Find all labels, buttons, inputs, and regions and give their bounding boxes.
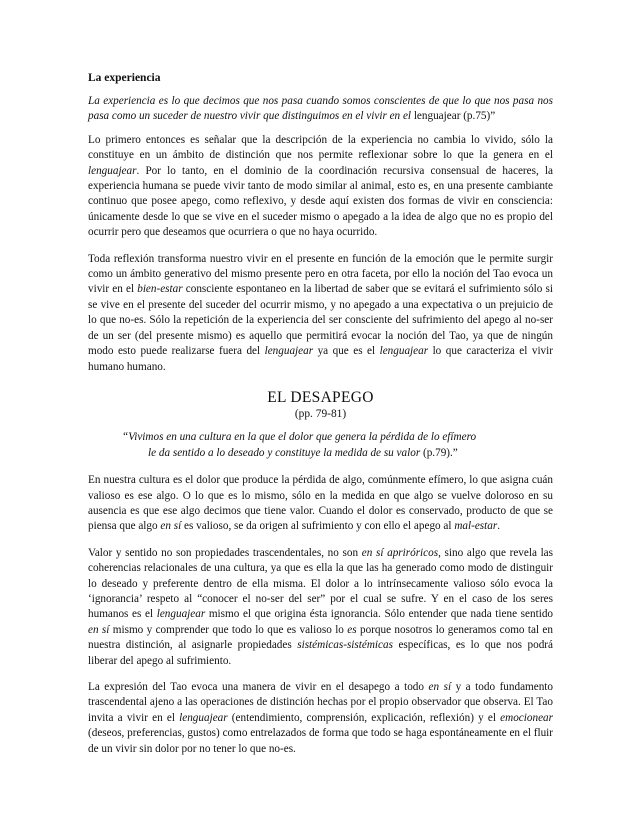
text: porque nosotros lo generamos como tal en nuestra distinción, al asignarle propiedades — [88, 623, 553, 652]
epigraph-ref: (p.79).” — [420, 446, 458, 459]
paragraph-4 — [88, 546, 553, 669]
epigraph-line-2-wrap — [122, 446, 553, 462]
italic-term: bien-estar — [137, 283, 183, 296]
italic-term: lenguajear — [88, 164, 137, 177]
text: mismo y comprender que todo lo que es valioso lo — [109, 623, 348, 636]
text: consciente espontaneo en la libertad de saber que se evitará el sufrimiento sólo si se vive en el presente del suceder del ocurrir mismo, y no apegado a una expectativa o un prejuicio de lo que no-es. Sólo la repetición de la experiencia del ser consciente del sufrimiento del apego al no-ser de un ser (del presente mismo) es aquello que permitirá evocar la noción del Tao, ya que de ningún modo esto puede realizarse fuera del — [88, 283, 553, 358]
text: específicas, es lo que nos podrá liberar del apego al sufrimiento. — [88, 639, 553, 667]
text: (entendimiento, comprensión, explicación, reflexión) y el — [227, 711, 501, 724]
text: y a todo fundamento trascendental ajeno a las operaciones de distinción hechas por el propio observador que observa. El Tao invita a vivir en el — [88, 680, 553, 724]
italic-term: en sí — [88, 623, 110, 636]
text: Toda reflexión transforma nuestro vivir en el presente en función de la emoción que le permite surgir como un ámbito generativo del mismo presente pero en otra faceta, por ello la noción del Tao evoca un vivir en el — [88, 252, 553, 296]
italic-term: en sí apriróricos — [361, 546, 439, 559]
italic-term: lenguajear — [379, 345, 429, 358]
italic-term: en sí — [160, 520, 182, 533]
italic-term: en sí — [428, 680, 452, 693]
italic-term: es — [347, 623, 357, 636]
paragraph-5 — [88, 680, 553, 757]
text: En nuestra cultura es el dolor que produce la pérdida de algo, comúnmente efímero, lo que asigna cuán valioso es ese algo. O lo que es lo mismo, sólo en la medida en que algo se vuelve doloroso en su ausencia es que ese algo decimos que tiene valor. Cuando el dolor es conservado, producto de que se piensa que algo — [88, 474, 553, 533]
italic-term: emocionear — [500, 711, 553, 724]
text: Lo primero entonces es señalar que la descripción de la experiencia no cambia lo vivido, sólo la constituye en un ámbito de distinción que nos permite reflexionar sobre lo que la genera en el — [88, 133, 553, 162]
text: , sino algo que revela las coherencias relacionales de una cultura, ya que es ella la que las ha generado como modo de distinguir lo deseado y preferente dentro de ella misma. El dolor a lo intrínsecamente valioso sólo evoca la ‘ignorancia’ respeto al “conocer el no-ser del ser” por el cual se sufre. Y en el caso de los seres humanos es el — [88, 546, 554, 621]
text: Valor y sentido no son propiedades trascendentales, no son — [88, 546, 362, 559]
section-title: EL DESAPEGO — [267, 388, 374, 406]
paragraph-2 — [88, 252, 553, 375]
italic-term: mal-estar — [454, 520, 498, 533]
text: . Por lo tanto, en el dominio de la coordinación recursiva consensual de haceres, la experiencia humana se puede vivir tanto de modo similar al animal, esto es, en una presente cambiante continuo que posee apego, como reflexivo, y desde aquí existen dos formas de vivir en consciencia: únicamente desde lo que se vive en el suceder mismo o apegado a la idea de algo que no es propio del ocurrir pero que deseamos que ocurriera o que no haya ocurrido. — [88, 164, 553, 239]
text: es valioso, se da origen al sufrimiento y con ello el apego al — [181, 520, 455, 533]
italic-term: lenguajear — [179, 711, 228, 724]
quote-tail: lenguajear (p.75)” — [411, 110, 496, 123]
epigraph-line-1: “Vivimos en una cultura en la que el dolor que genera la pérdida de lo efímero — [122, 430, 477, 443]
italic-term: lenguajear — [156, 608, 206, 621]
text: . — [497, 520, 500, 533]
italic-term: lenguajear — [264, 345, 314, 358]
section-page-range: (pp. 79-81) — [294, 407, 347, 420]
epigraph-line-2: le da sentido a lo deseado y constituye la medida de su valor — [148, 446, 421, 459]
italic-term: sistémicas-sistémicas — [297, 639, 393, 652]
text: ya que es el — [313, 345, 380, 358]
quote-paragraph — [88, 94, 553, 125]
epigraph-quote — [88, 430, 553, 461]
text: (deseos, preferencias, gustos) como entrelazados de forma que todo se haga espontáneamente en el fluir de un vivir sin dolor por no tener lo que no-es. — [88, 727, 553, 755]
paragraph-1 — [88, 133, 553, 241]
quote-italic: La experiencia es lo que decimos que nos pasa cuando somos conscientes de que lo que nos pasa nos pasa como un suceder de nuestro vivir que distinguimos en el vivir en el — [88, 95, 553, 123]
text: lo que caracteriza el vivir humano humano. — [88, 345, 553, 373]
section-heading: La experiencia — [88, 72, 161, 84]
paragraph-3 — [88, 473, 553, 535]
text: La expresión del Tao evoca una manera de vivir en el desapego a todo — [88, 680, 429, 693]
text: mismo el que origina ésta ignorancia. Sólo entender que nada tiene sentido — [205, 608, 554, 621]
